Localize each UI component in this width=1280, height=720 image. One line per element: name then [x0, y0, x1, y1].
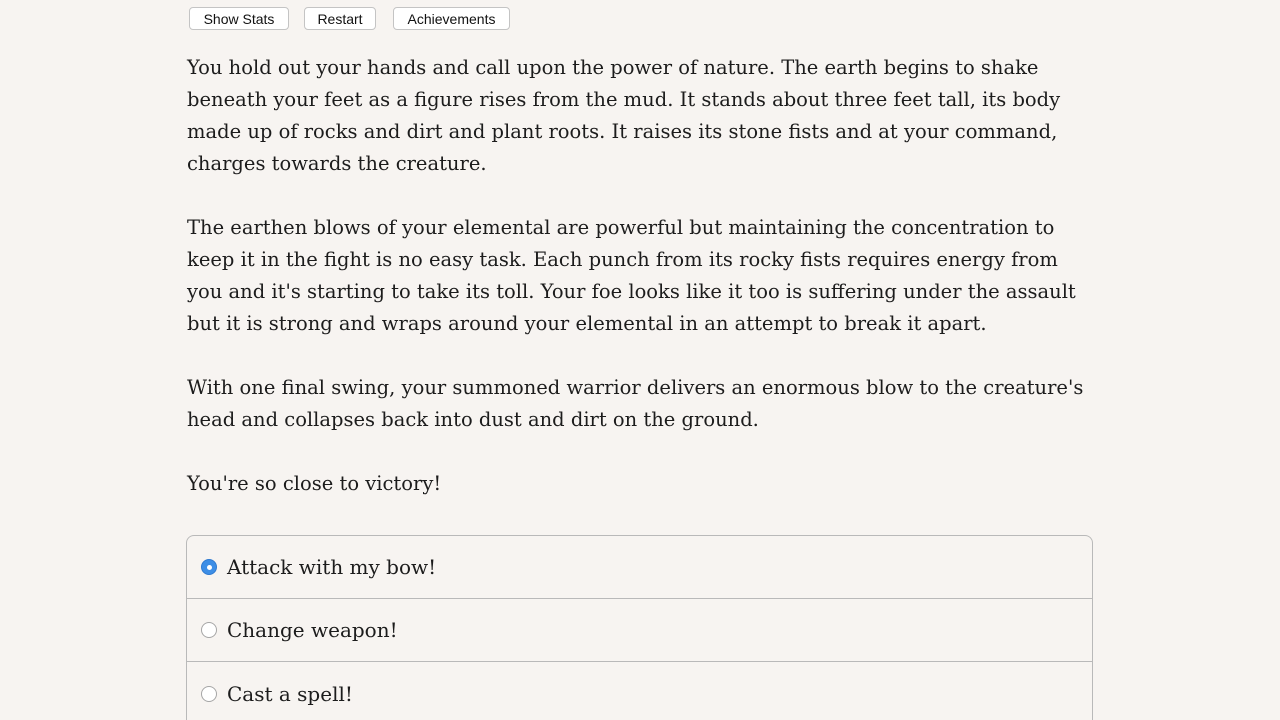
choice-option-cast-spell[interactable]: [187, 662, 1092, 720]
choice-label: Change weapon!: [227, 618, 398, 642]
choice-list: [186, 535, 1093, 720]
story-paragraph: The earthen blows of your elemental are powerful but maintaining the concentration to keep it in the fight is no easy task. Each punch from its rocky fists requires energy from you and it's starting to take its toll. Your foe looks like it too is suffering under the assault but it is strong and wraps around your elemental in an attempt to break it apart.: [187, 216, 1076, 335]
story-text: [187, 52, 1097, 532]
radio-selected-icon[interactable]: [201, 559, 217, 575]
achievements-button[interactable]: Achievements: [393, 7, 510, 30]
story-paragraph: With one final swing, your summoned warrior delivers an enormous blow to the creature's head and collapses back into dust and dirt on the ground.: [187, 376, 1084, 431]
choice-option-attack-bow[interactable]: [187, 536, 1092, 599]
restart-button[interactable]: Restart: [304, 7, 376, 30]
choice-label: Attack with my bow!: [227, 555, 437, 579]
choice-label: Cast a spell!: [227, 681, 353, 706]
story-paragraph: You hold out your hands and call upon the power of nature. The earth begins to shake beneath your feet as a figure rises from the mud. It stands about three feet tall, its body made up of rocks and dirt and plant roots. It raises its stone fists and at your command, charges towards the creature.: [187, 56, 1061, 175]
show-stats-button[interactable]: Show Stats: [189, 7, 289, 30]
choice-option-change-weapon[interactable]: [187, 599, 1092, 662]
radio-unselected-icon[interactable]: [201, 686, 217, 702]
radio-unselected-icon[interactable]: [201, 622, 217, 638]
story-paragraph: You're so close to victory!: [187, 472, 442, 495]
